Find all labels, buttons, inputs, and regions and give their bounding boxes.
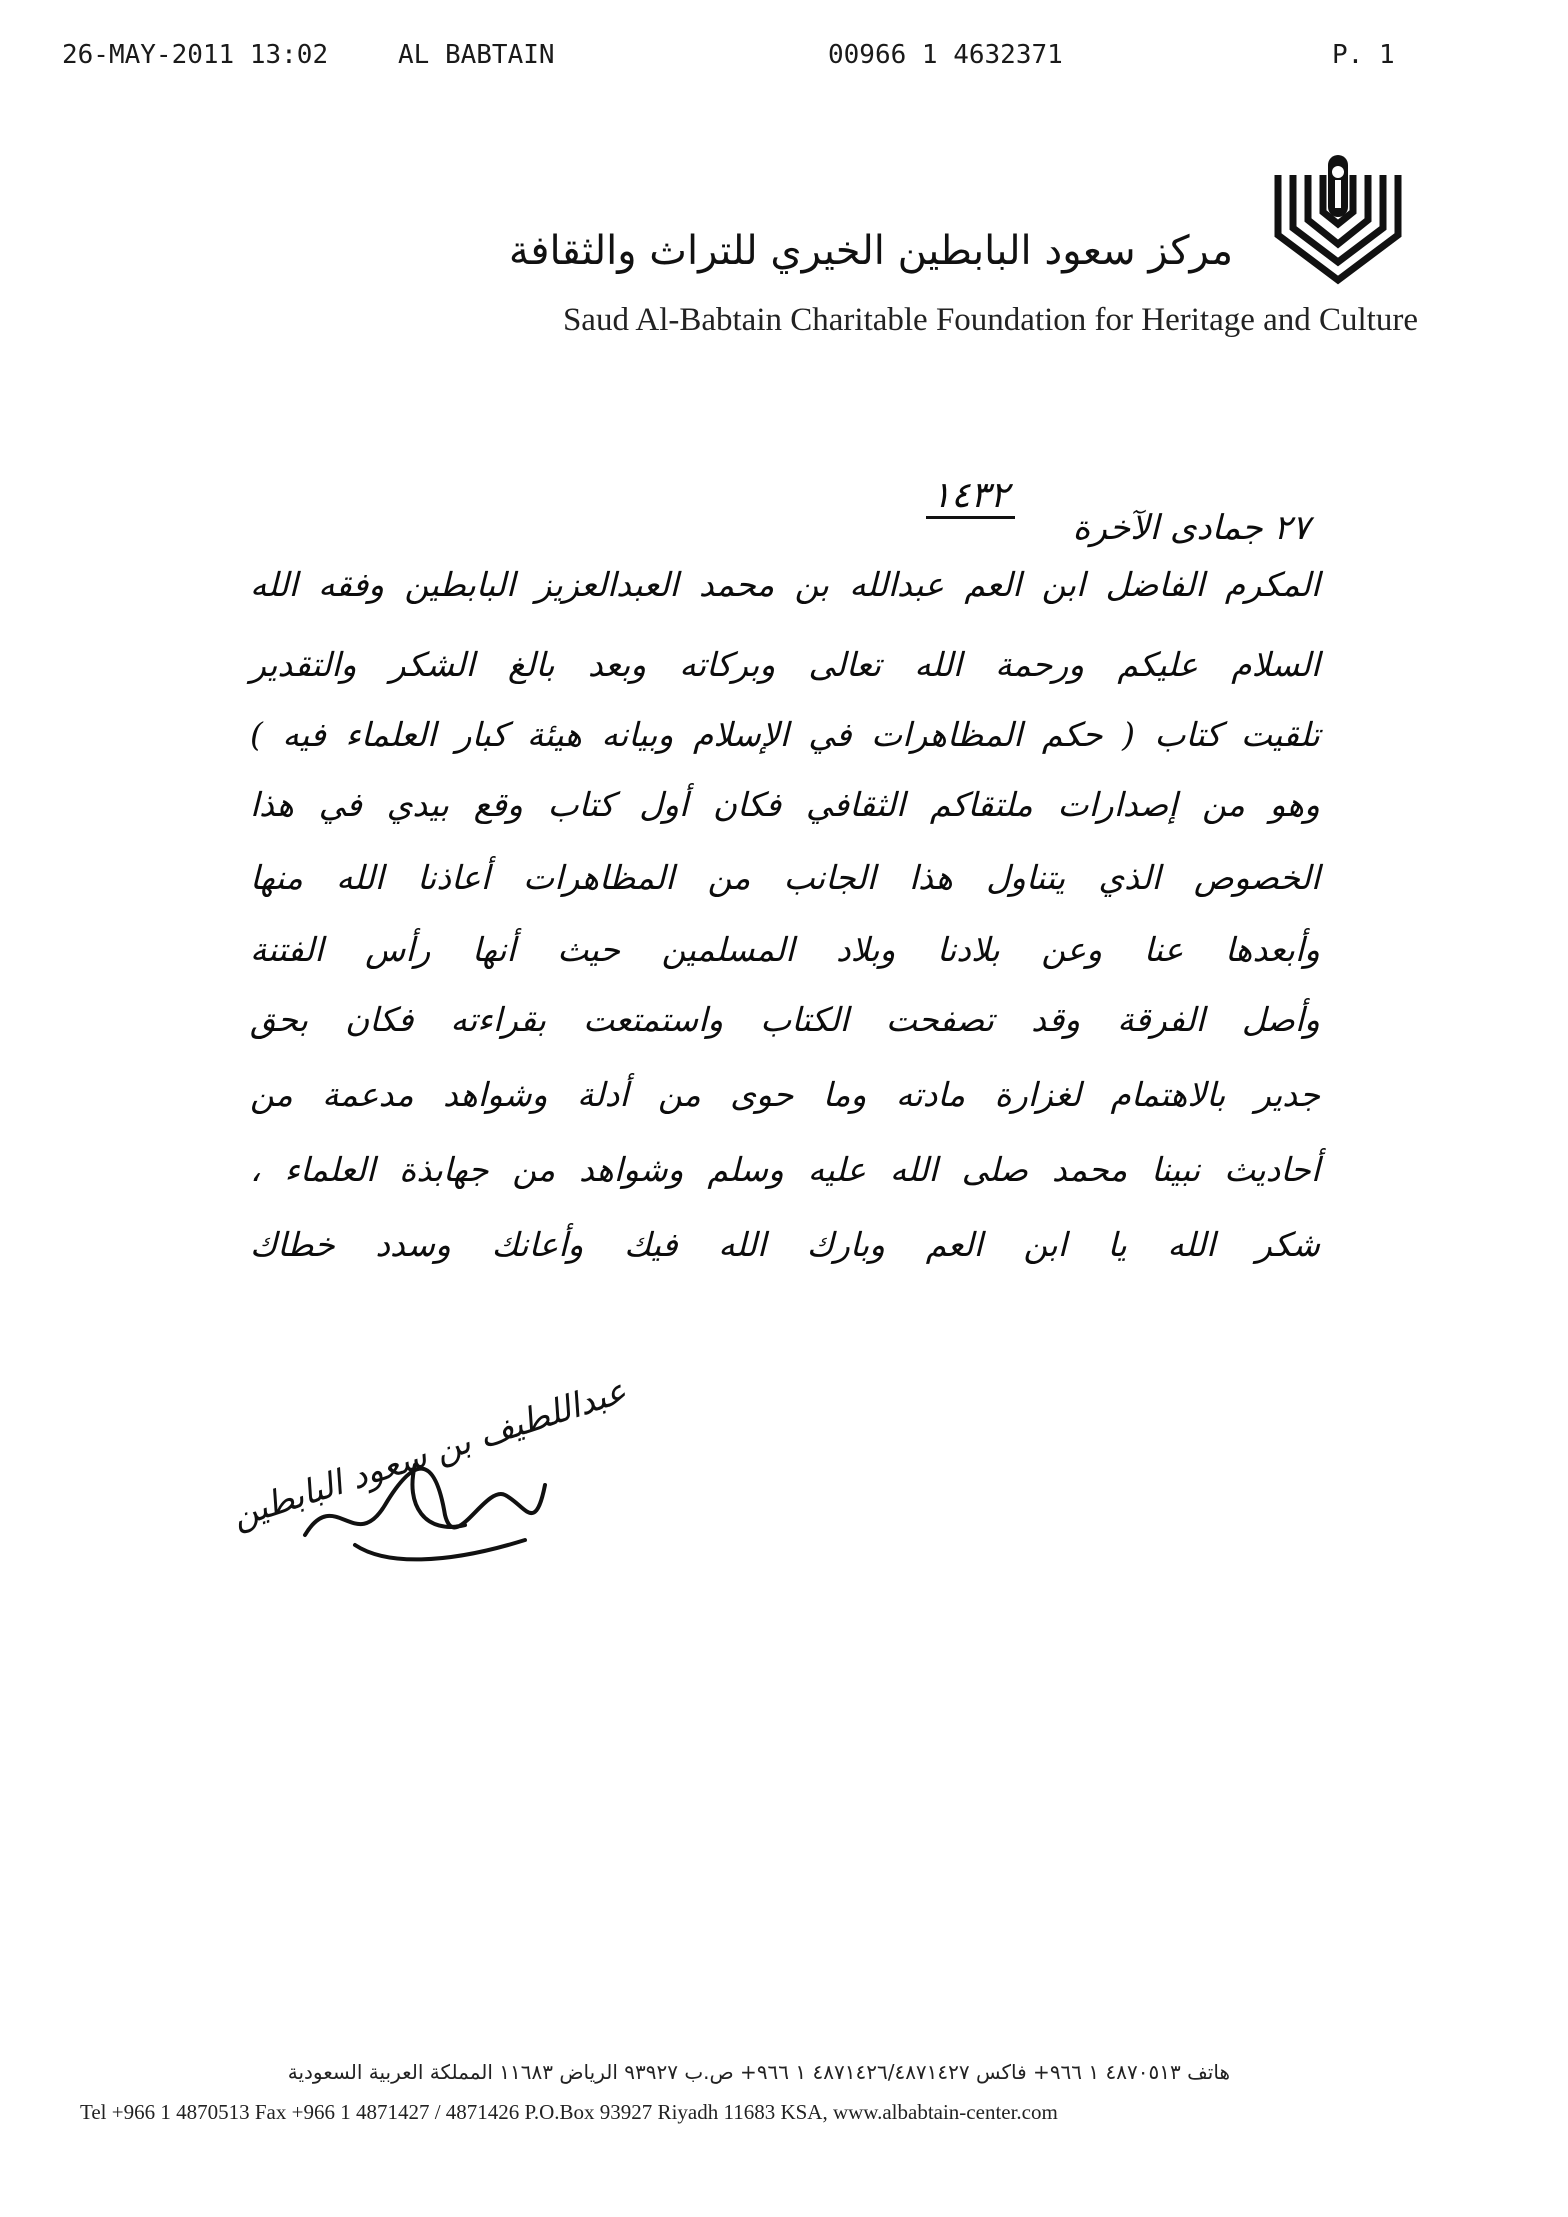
- letter-line: شكر الله يا ابن العم وبارك الله فيك وأعانك وسدد خطاك: [250, 1225, 1320, 1264]
- letter-line: وهو من إصدارات ملتقاكم الثقافي فكان أول كتاب وقع بيدي في هذا: [250, 785, 1320, 824]
- letter-line: السلام عليكم ورحمة الله تعالى وبركاته وبعد بالغ الشكر والتقدير: [250, 645, 1320, 684]
- letter-line: المكرم الفاضل ابن العم عبدالله بن محمد العبدالعزيز البابطين وفقه الله: [250, 565, 1320, 604]
- org-name-english: Saud Al-Babtain Charitable Foundation for Heritage and Culture: [562, 302, 1418, 338]
- letter-line: تلقيت كتاب ( حكم المظاهرات في الإسلام وبيانه هيئة كبار العلماء فيه ): [250, 715, 1320, 754]
- letter-line: جدير بالاهتمام لغزارة مادته وما حوى من أدلة وشواهد مدعمة من: [250, 1075, 1320, 1114]
- fax-page-number: P. 1: [1332, 40, 1395, 70]
- letter-line: وأصل الفرقة وقد تصفحت الكتاب واستمتعت بقراءته فكان بحق: [250, 1000, 1320, 1039]
- fax-sender: AL BABTAIN: [398, 40, 555, 70]
- footer-contact: [80, 2060, 1230, 2140]
- letter-line: الخصوص الذي يتناول هذا الجانب من المظاهرات أعاذنا الله منها: [250, 858, 1320, 897]
- fax-number: 00966 1 4632371: [828, 40, 1063, 70]
- fax-date: 26-MAY-2011 13:02: [62, 40, 329, 70]
- letterhead: [508, 150, 1418, 350]
- signature-name: عبداللطيف بن سعود البابطين: [226, 1370, 632, 1537]
- signature-block: [205, 1320, 632, 1580]
- org-name-arabic: مركز سعود البابطين الخيري للتراث والثقافة: [508, 228, 1233, 274]
- footer-contact-english: Tel +966 1 4870513 Fax +966 1 4871427 / 4871426 P.O.Box 93927 Riyadh 11683 KSA, www.albabtain-center.com: [80, 2100, 1058, 2124]
- footer-contact-arabic: هاتف ٤٨٧٠٥١٣ ١ ٩٦٦+ فاكس ٤٨٧١٤٢٦/٤٨٧١٤٢٧ ١ ٩٦٦+ ص.ب ٩٣٩٢٧ الرياض ١١٦٨٣ المملكة العربية السعودية: [287, 2060, 1230, 2084]
- letter-line: وأبعدها عنا وعن بلادنا وبلاد المسلمين حيث أنها رأس الفتنة: [250, 930, 1320, 969]
- letter-year: ١٤٣٢: [926, 475, 1015, 519]
- handwritten-signature: [295, 1425, 555, 1575]
- letter-date: ٢٧ جمادى الآخرة: [1072, 508, 1310, 548]
- fax-header: [0, 40, 1568, 80]
- handwritten-letter-body: [250, 475, 1320, 1330]
- letter-line: أحاديث نبينا محمد صلى الله عليه وسلم وشواهد من جهابذة العلماء ،: [250, 1150, 1320, 1189]
- foundation-logo-icon: [1258, 150, 1418, 295]
